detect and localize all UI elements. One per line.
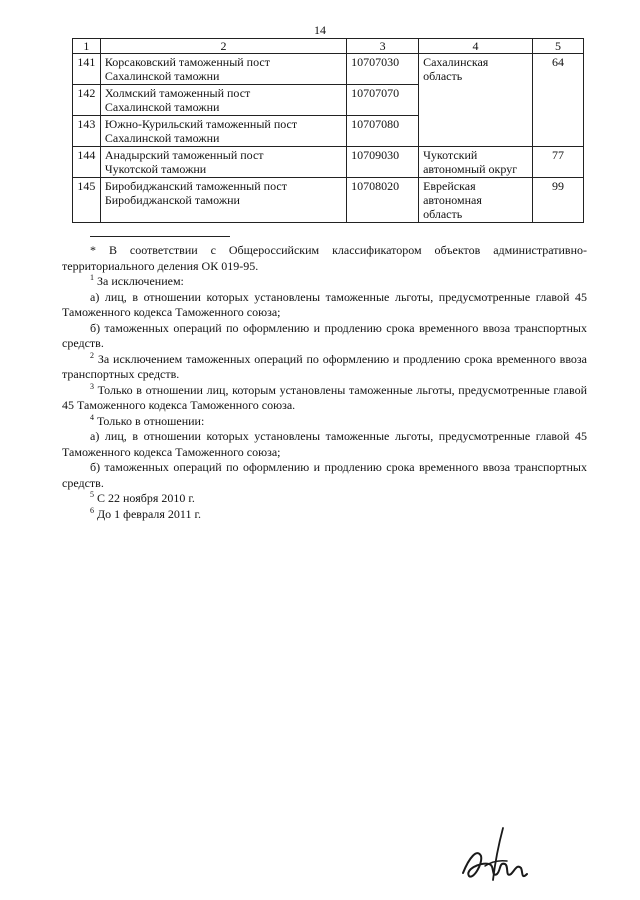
post-name bbox=[100, 116, 346, 147]
footnote-1 bbox=[62, 274, 587, 290]
region-index: 77 bbox=[532, 147, 583, 178]
post-name-line: Корсаковский таможенный пост bbox=[104, 55, 270, 69]
footnote-mark: 2 bbox=[90, 350, 94, 360]
post-code: 10708020 bbox=[347, 178, 419, 223]
footnote-mark: * bbox=[90, 243, 96, 257]
region-line: Сахалинская bbox=[423, 55, 489, 69]
page-number: 14 bbox=[314, 23, 326, 37]
column-header: 2 bbox=[100, 39, 346, 54]
footnotes-section bbox=[62, 243, 587, 522]
post-name-line: Анадырский таможенный пост bbox=[104, 148, 264, 162]
region-line: область bbox=[423, 69, 463, 83]
row-number: 142 bbox=[73, 85, 101, 116]
footnote-2 bbox=[62, 352, 587, 383]
footnote-text: Только в отношении: bbox=[97, 413, 205, 428]
footnote-text: До 1 февраля 2011 г. bbox=[97, 506, 202, 521]
footnote-mark: 3 bbox=[90, 381, 94, 391]
footnote-5 bbox=[62, 491, 587, 507]
footnote-text: За исключением таможенных операций по оформлению и продлению срока временного ввоза транспортных средств. bbox=[62, 351, 587, 381]
footnote-star bbox=[62, 243, 587, 274]
region-cell bbox=[419, 178, 533, 223]
handwritten-signature bbox=[455, 818, 535, 898]
region-index: 64 bbox=[532, 54, 583, 147]
footnote-mark: 1 bbox=[90, 273, 94, 282]
footnote-4-item-a: а) лиц, в отношении которых установлены таможенные льготы, предусмотренные главой 45 Таможенного кодекса Таможенного союза; bbox=[62, 429, 587, 459]
post-name-line: Биробиджанской таможни bbox=[104, 193, 240, 207]
footnote-divider bbox=[90, 236, 230, 237]
footnote-1-item-b: б) таможенных операций по оформлению и продлению срока временного ввоза транспортных средств. bbox=[62, 320, 587, 350]
footnote-4 bbox=[62, 414, 587, 430]
footnote-text: С 22 ноября 2010 г. bbox=[97, 491, 195, 505]
post-code: 10709030 bbox=[347, 147, 419, 178]
region-line: область bbox=[423, 207, 463, 221]
post-name-line: Холмский таможенный пост bbox=[104, 86, 251, 100]
footnote-mark: 5 bbox=[90, 490, 94, 499]
post-name bbox=[100, 147, 346, 178]
column-header: 5 bbox=[532, 39, 583, 54]
post-name bbox=[100, 178, 346, 223]
region-index: 99 bbox=[532, 178, 583, 223]
footnote-6 bbox=[62, 507, 587, 523]
post-code: 10707080 bbox=[347, 116, 419, 147]
footnote-3 bbox=[62, 383, 587, 414]
column-header: 1 bbox=[73, 39, 101, 54]
post-name-line: Сахалинской таможни bbox=[104, 131, 220, 145]
region-line: Еврейская bbox=[423, 179, 476, 193]
table-header-row bbox=[73, 39, 584, 54]
post-name bbox=[100, 85, 346, 116]
post-name-line: Чукотской таможни bbox=[104, 162, 207, 176]
post-name-line: Биробиджанский таможенный пост bbox=[104, 179, 287, 193]
table-row bbox=[73, 178, 584, 223]
column-header: 3 bbox=[347, 39, 419, 54]
footnote-4-item-b: б) таможенных операций по оформлению и продлению срока временного ввоза транспортных средств. bbox=[62, 460, 587, 490]
post-code: 10707070 bbox=[347, 85, 419, 116]
region-cell bbox=[419, 54, 533, 147]
footnote-text: Только в отношении лиц, которым установлены таможенные льготы, предусмотренные главой 45 Таможенного кодекса Таможенного союза. bbox=[62, 382, 588, 412]
post-name bbox=[100, 54, 346, 85]
table-row bbox=[73, 147, 584, 178]
footnote-mark: 6 bbox=[90, 505, 94, 515]
row-number: 141 bbox=[73, 54, 101, 85]
row-number: 143 bbox=[73, 116, 101, 147]
footnote-1-item-a: а) лиц, в отношении которых установлены таможенные льготы, предусмотренные главой 45 Таможенного кодекса Таможенного союза; bbox=[62, 289, 587, 319]
footnote-mark: 4 bbox=[90, 412, 94, 422]
post-code: 10707030 bbox=[347, 54, 419, 85]
region-line: автономный округ bbox=[423, 162, 518, 176]
table-row bbox=[73, 54, 584, 85]
region-cell bbox=[419, 147, 533, 178]
region-line: Чукотский bbox=[423, 148, 478, 162]
customs-posts-table bbox=[72, 38, 584, 223]
post-name-line: Сахалинской таможни bbox=[104, 69, 220, 83]
row-number: 144 bbox=[73, 147, 101, 178]
post-name-line: Южно-Курильский таможенный пост bbox=[104, 117, 298, 131]
footnote-text: В соответствии с Общероссийским классификатором объектов административно-территориального деления ОК 019-95. bbox=[62, 243, 588, 273]
column-header: 4 bbox=[419, 39, 533, 54]
post-name-line: Сахалинской таможни bbox=[104, 100, 220, 114]
row-number: 145 bbox=[73, 178, 101, 223]
footnote-text: За исключением: bbox=[97, 274, 184, 288]
region-line: автономная bbox=[423, 193, 482, 207]
